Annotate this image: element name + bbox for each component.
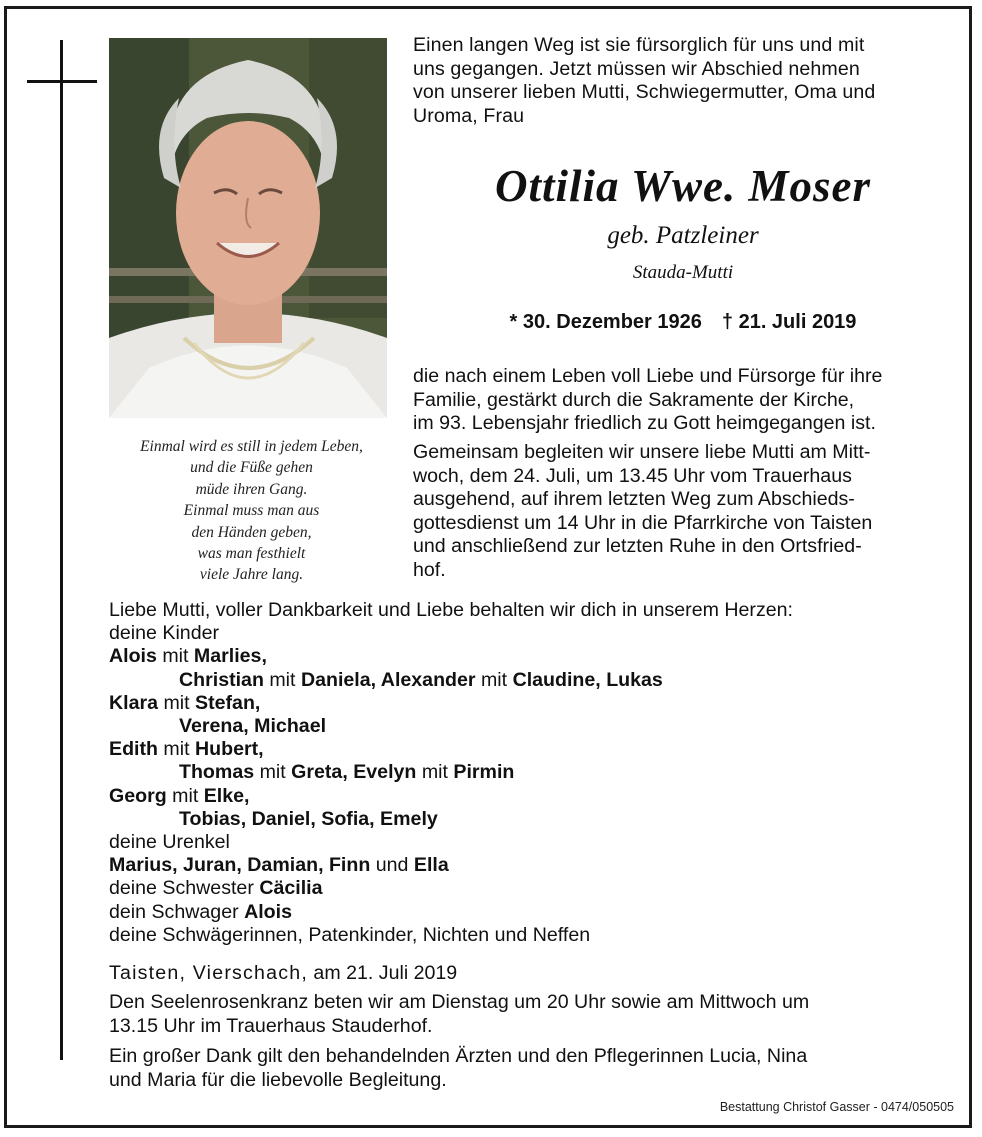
- paragraph-line: im 93. Lebensjahr friedlich zu Gott heimgegangen ist.: [413, 412, 876, 434]
- family-row: Tobias, Daniel, Sofia, Emely: [179, 807, 438, 830]
- funeral-home-credit: Bestattung Christof Gasser - 0474/050505: [719, 1100, 954, 1114]
- paragraph-line: und Maria für die liebevolle Begleitung.: [109, 1068, 447, 1091]
- intro-line: Uroma, Frau: [413, 104, 525, 127]
- paragraph-line: gottesdienst um 14 Uhr in die Pfarrkirche von Taisten: [413, 511, 873, 534]
- poem-line: und die Füße gehen: [190, 459, 313, 477]
- cross-icon-bar: [27, 80, 97, 83]
- thanks-paragraph: [109, 1045, 959, 1092]
- children-label: deine Kinder: [109, 622, 220, 645]
- family-row: Christian mit Daniela, Alexander mit Claudine, Lukas: [179, 668, 663, 691]
- paragraph-line: woch, dem 24. Juli, um 13.45 Uhr vom Trauerhaus: [413, 464, 852, 487]
- family-row: Klara mit Stefan,: [109, 691, 261, 714]
- paragraph-line: die nach einem Leben voll Liebe und Fürsorge für ihre: [413, 365, 883, 387]
- passing-paragraph: [413, 365, 953, 436]
- paragraph-line: Familie, gestärkt durch die Sakramente der Kirche,: [413, 388, 855, 411]
- paragraph-line: ausgehend, auf ihrem letzten Weg zum Abschieds-: [413, 488, 855, 510]
- intro-line: uns gegangen. Jetzt müssen wir Abschied nehmen: [413, 57, 860, 80]
- poem-line: müde ihren Gang.: [195, 480, 308, 498]
- sister-row: deine Schwester Cäcilia: [109, 877, 323, 900]
- paragraph-line: Den Seelenrosenkranz beten wir am Dienstag um 20 Uhr sowie am Mittwoch um: [109, 991, 810, 1013]
- death-date: † 21. Juli 2019: [721, 311, 857, 333]
- other-relatives: deine Schwägerinnen, Patenkinder, Nichten und Neffen: [109, 923, 591, 946]
- brother-in-law-row: dein Schwager Alois: [109, 900, 292, 923]
- paragraph-line: Gemeinsam begleiten wir unsere liebe Mutti am Mitt-: [413, 441, 871, 463]
- family-heading: Liebe Mutti, voller Dankbarkeit und Liebe behalten wir dich in unserem Herzen:: [109, 599, 793, 621]
- family-row: Georg mit Elke,: [109, 784, 250, 807]
- life-dates: [413, 309, 953, 335]
- poem-line: den Händen geben,: [191, 523, 312, 541]
- family-row: Edith mit Hubert,: [109, 738, 264, 761]
- family-row: Verena, Michael: [179, 715, 327, 738]
- cross-icon: [60, 40, 63, 1060]
- portrait-photo: [109, 38, 387, 418]
- place-date: [109, 962, 457, 986]
- maiden-name: geb. Patzleiner: [607, 222, 759, 249]
- great-grandchildren-label: deine Urenkel: [109, 831, 230, 854]
- place: Taisten, Vierschach,: [109, 962, 308, 984]
- intro-line: von unserer lieben Mutti, Schwiegermutter, Oma und: [413, 81, 876, 103]
- family-row: Thomas mit Greta, Evelyn mit Pirmin: [179, 761, 515, 784]
- deceased-name: Ottilia Wwe. Moser: [495, 161, 871, 211]
- rosary-paragraph: [109, 991, 959, 1038]
- funeral-paragraph: [413, 441, 953, 582]
- intro-text: [413, 34, 953, 128]
- family-row: Alois mit Marlies,: [109, 645, 267, 668]
- portrait-image: [109, 38, 387, 418]
- poem-line: viele Jahre lang.: [199, 566, 304, 584]
- poem-line: Einmal muss man aus: [183, 502, 320, 520]
- poem-line: Einmal wird es still in jedem Leben,: [140, 438, 363, 455]
- paragraph-line: hof.: [413, 558, 446, 581]
- family-row: Marius, Juran, Damian, Finn und Ella: [109, 854, 449, 877]
- poem-line: was man festhielt: [197, 545, 306, 563]
- paragraph-line: Ein großer Dank gilt den behandelnden Ärzten und den Pflegerinnen Lucia, Nina: [109, 1045, 808, 1067]
- poem: [109, 436, 394, 586]
- family-list: [109, 599, 959, 947]
- date: am 21. Juli 2019: [307, 962, 458, 984]
- intro-line: Einen langen Weg ist sie fürsorglich für uns und mit: [413, 34, 865, 56]
- nickname: Stauda-Mutti: [632, 262, 734, 283]
- birth-date: * 30. Dezember 1926: [509, 311, 702, 333]
- paragraph-line: und anschließend zur letzten Ruhe in den Ortsfried-: [413, 535, 862, 557]
- paragraph-line: 13.15 Uhr im Trauerhaus Stauderhof.: [109, 1014, 433, 1037]
